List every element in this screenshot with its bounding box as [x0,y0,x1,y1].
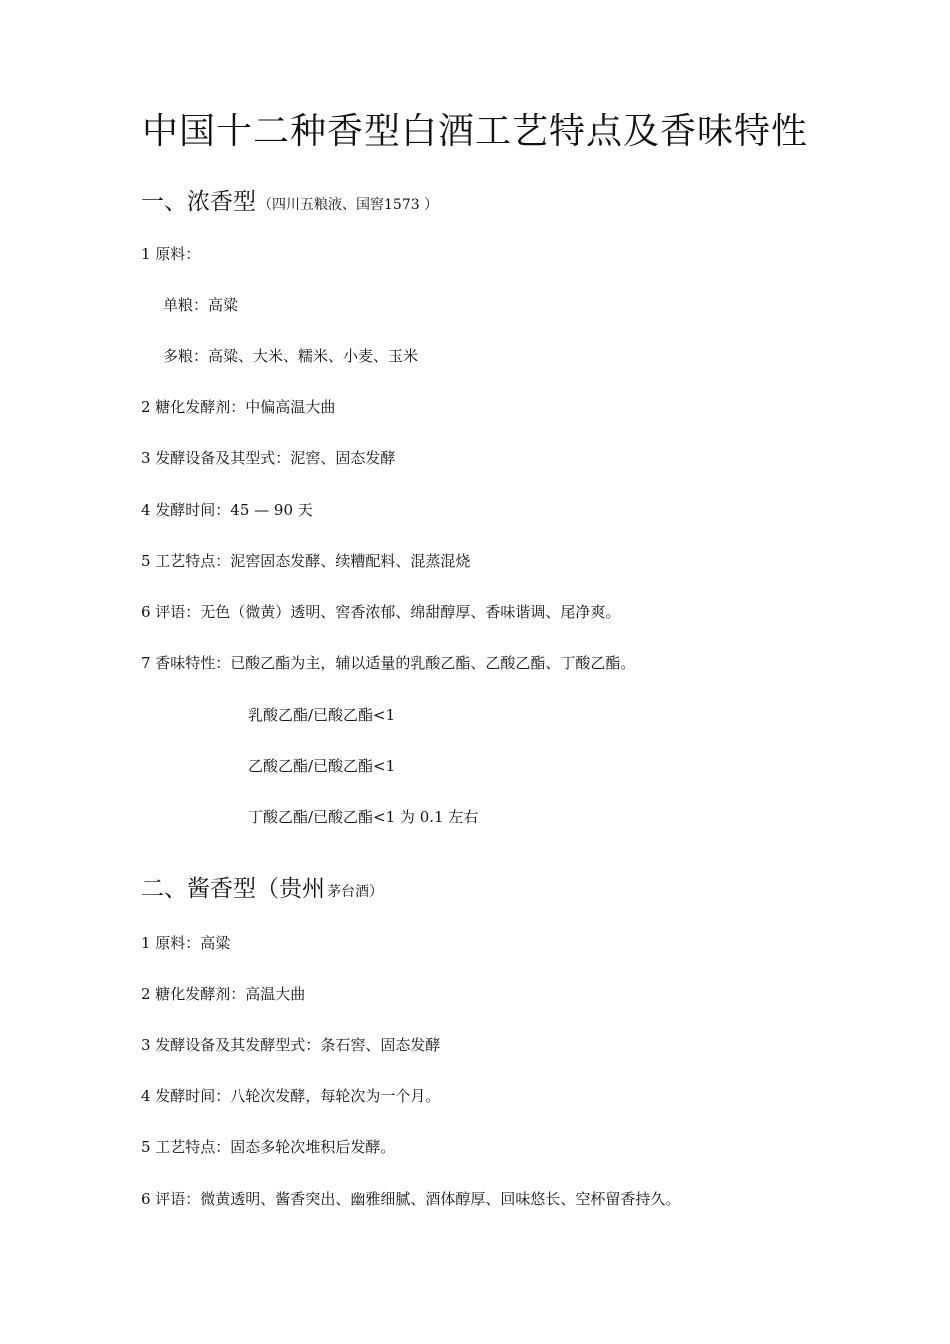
paragraph-line: 3 发酵设备及其发酵型式：条石窖、固态发酵 [141,1036,441,1054]
ratio-line: 乙酸乙酯/已酸乙酯<1 [248,757,396,775]
document-title: 中国十二种香型白酒工艺特点及香味特性 [141,111,808,152]
paragraph-line: 1 原料：高粱 [141,934,231,952]
paragraph-line: 7 香味特性：已酸乙酯为主，辅以适量的乳酸乙酯、乙酸乙酯、丁酸乙酯。 [141,654,636,672]
paragraph-line: 4 发酵时间：八轮次发酵，每轮次为一个月。 [141,1087,441,1105]
section-heading-jiangxiang [141,873,383,908]
paragraph-line: 2 糖化发酵剂：中偏高温大曲 [141,398,336,416]
paragraph-line: 5 工艺特点：泥窖固态发酵、续糟配料、混蒸混烧 [141,552,471,570]
paragraph-line: 5 工艺特点：固态多轮次堆积后发酵。 [141,1138,396,1156]
paragraph-line: 4 发酵时间：45 — 90 天 [141,501,313,519]
paragraph-line: 1 原料： [141,245,201,263]
paragraph-line: 6 评语：微黄透明、酱香突出、幽雅细腻、酒体醇厚、回味悠长、空杯留香持久。 [141,1190,681,1208]
ratio-line: 丁酸乙酯/已酸乙酯<1 为 0.1 左右 [248,808,479,826]
ratio-line: 乳酸乙酯/已酸乙酯<1 [248,706,396,724]
section-heading-note: （四川五粮液、国窖1573 ） [258,197,439,213]
section-heading-nongxiang [141,186,438,221]
section-heading-note: 茅台酒） [327,884,383,900]
paragraph-line: 6 评语：无色（微黄）透明、窖香浓郁、绵甜醇厚、香味谐调、尾净爽。 [141,603,621,621]
section-heading-text: 二、酱香型（贵州 [141,876,325,902]
paragraph-line: 2 糖化发酵剂：高温大曲 [141,985,306,1003]
section-heading-text: 一、浓香型 [141,189,256,215]
paragraph-line: 3 发酵设备及其型式：泥窖、固态发酵 [141,449,396,467]
paragraph-line: 单粮：高粱 [163,296,239,314]
paragraph-line: 多粮：高粱、大米、糯米、小麦、玉米 [163,347,419,365]
